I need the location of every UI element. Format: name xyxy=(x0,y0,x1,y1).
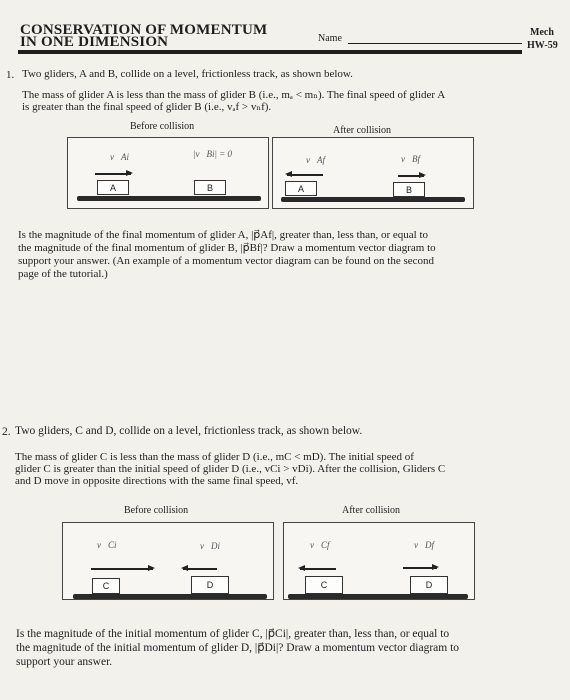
q2-v-df-label: v⃗Df xyxy=(414,540,434,550)
q1-line3: is greater than the final speed of glider B (i.e., vₐf > vₙf). xyxy=(22,101,272,113)
q2-v-ci-label: v⃗Ci xyxy=(97,540,117,550)
worksheet-title-line2: IN ONE DIMENSION xyxy=(20,34,169,50)
q1-question-line4: page of the tutorial.) xyxy=(18,268,108,280)
q2-question-line3: support your answer. xyxy=(16,656,113,668)
q2-after-label: After collision xyxy=(342,505,401,516)
q1-v-ai-arrow xyxy=(95,173,131,175)
q1-track-before xyxy=(77,196,261,201)
header-rule xyxy=(18,50,522,54)
q2-v-cf-arrow xyxy=(300,568,336,570)
q2-before-label: Before collision xyxy=(124,505,189,516)
name-label: Name xyxy=(318,33,342,44)
q2-question-line1: Is the magnitude of the initial momentum of glider C, |p⃗Ci|, greater than, less than, or equal to xyxy=(16,628,450,640)
q1-v-bi-label: |v⃗Bi| = 0 xyxy=(193,149,233,159)
q1-v-af-arrow xyxy=(287,174,323,176)
q1-number: 1. xyxy=(6,69,15,81)
q1-track-after xyxy=(281,197,465,202)
q2-question-line2: the magnitude of the initial momentum of glider D, |p⃗Di|? Draw a momentum vector diagram to xyxy=(16,642,460,654)
q1-glider-a-before: A xyxy=(97,180,129,195)
course-label: Mech xyxy=(530,27,554,38)
q1-v-bf-label: v⃗Bf xyxy=(401,154,420,164)
q2-line2: The mass of glider C is less than the mass of glider D (i.e., mC < mD). The initial speed of xyxy=(15,451,414,463)
q2-glider-c-after: C xyxy=(305,576,343,594)
q2-track-before xyxy=(73,594,267,599)
q2-v-ci-arrow xyxy=(91,568,153,570)
q1-before-label: Before collision xyxy=(130,121,195,132)
q2-v-cf-label: v⃗Cf xyxy=(310,540,330,550)
q1-line2: The mass of glider A is less than the mass of glider B (i.e., mₐ < mₙ). The final speed of glider A xyxy=(22,89,446,101)
q1-v-af-label: v⃗Af xyxy=(306,155,325,165)
q1-intro: Two gliders, A and B, collide on a level, frictionless track, as shown below. xyxy=(22,68,353,80)
name-field-line xyxy=(348,43,522,44)
q1-question-line2: the magnitude of the final momentum of glider B, |p⃗Bf|? Draw a momentum vector diagram to xyxy=(18,242,436,254)
worksheet-title-line1: CONSERVATION OF MOMENTUM xyxy=(20,22,268,38)
q1-glider-b-before: B xyxy=(194,180,226,195)
q2-v-df-arrow xyxy=(403,567,437,569)
q1-glider-a-after: A xyxy=(285,181,317,196)
q1-question-line3: support your answer. (An example of a momentum vector diagram can be found on the second xyxy=(18,255,435,267)
q2-track-after xyxy=(288,594,468,599)
q2-glider-c-before: C xyxy=(92,578,120,594)
q2-glider-d-before: D xyxy=(191,576,229,594)
q2-number: 2. xyxy=(2,426,11,438)
q2-glider-d-after: D xyxy=(410,576,448,594)
q2-line4: and D move in opposite directions with the same final speed, vf. xyxy=(15,475,299,487)
q1-question-line1: Is the magnitude of the final momentum of glider A, |p⃗Af|, greater than, less than, or equal to xyxy=(18,229,429,241)
q2-v-di-arrow xyxy=(183,568,217,570)
q1-after-label: After collision xyxy=(333,125,392,136)
q2-v-di-label: v⃗Di xyxy=(200,541,220,551)
q1-glider-b-after: B xyxy=(393,182,425,197)
q1-v-bf-arrow xyxy=(398,175,424,177)
q2-intro: Two gliders, C and D, collide on a level, frictionless track, as shown below. xyxy=(15,425,363,437)
q2-line3: glider C is greater than the initial speed of glider D (i.e., vCi > vDi). After the collision, Gliders C xyxy=(15,463,446,475)
q1-v-ai-label: v⃗Ai xyxy=(110,152,129,162)
worksheet-code: HW-59 xyxy=(527,40,558,51)
